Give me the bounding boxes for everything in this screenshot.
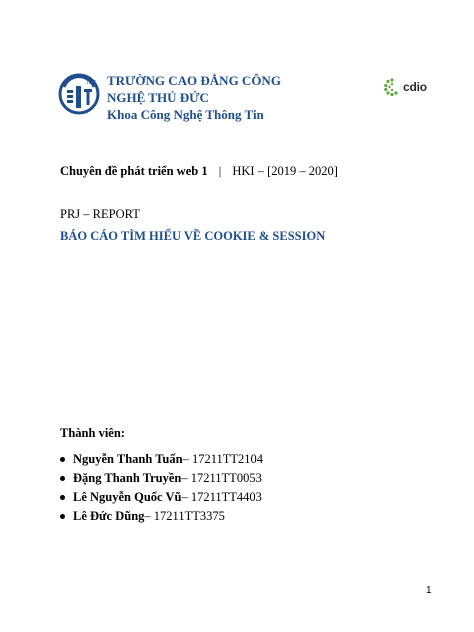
members-label: Thành viên: xyxy=(60,426,125,440)
cdio-logo-text: cdio xyxy=(403,80,427,94)
school-logo-text: TDC xyxy=(86,80,97,86)
member-name: Lê Nguyễn Quốc Vũ xyxy=(73,489,182,504)
cdio-swirl-icon xyxy=(383,77,401,97)
member-id: – 17211TT4403 xyxy=(181,489,262,504)
school-logo-icon xyxy=(58,73,100,115)
bullet-icon xyxy=(60,495,65,500)
bullet-icon xyxy=(60,514,65,519)
list-item xyxy=(60,488,263,506)
members-list xyxy=(60,450,263,526)
faculty-name: Khoa Công Nghệ Thông Tin xyxy=(107,107,264,122)
course-line xyxy=(60,164,338,179)
bullet-icon xyxy=(60,476,65,481)
member-name: Lê Đức Dũng xyxy=(73,508,145,523)
school-name-line2: NGHỆ THỦ ĐỨC xyxy=(107,90,209,105)
cdio-logo xyxy=(383,77,427,97)
course-title: Chuyên đề phát triển web 1 xyxy=(60,164,208,178)
course-separator: | xyxy=(218,164,222,178)
report-label: PRJ – REPORT xyxy=(60,207,140,221)
page-number: 1 xyxy=(426,585,432,596)
list-item xyxy=(60,469,263,487)
school-name-line1: TRƯỜNG CAO ĐẲNG CÔNG xyxy=(107,73,281,88)
member-id: – 17211TT0053 xyxy=(181,470,262,485)
member-name: Đặng Thanh Truyền xyxy=(73,470,182,485)
member-id: – 17211TT3375 xyxy=(144,508,225,523)
report-title: BÁO CÁO TÌM HIỂU VỀ COOKIE & SESSION xyxy=(60,229,326,243)
list-item xyxy=(60,507,263,525)
school-header xyxy=(107,72,281,123)
list-item xyxy=(60,450,263,468)
course-term: HKI – [2019 – 2020] xyxy=(232,164,338,178)
member-name: Nguyễn Thanh Tuấn xyxy=(73,451,183,466)
bullet-icon xyxy=(60,457,65,462)
member-id: – 17211TT2104 xyxy=(182,451,264,466)
